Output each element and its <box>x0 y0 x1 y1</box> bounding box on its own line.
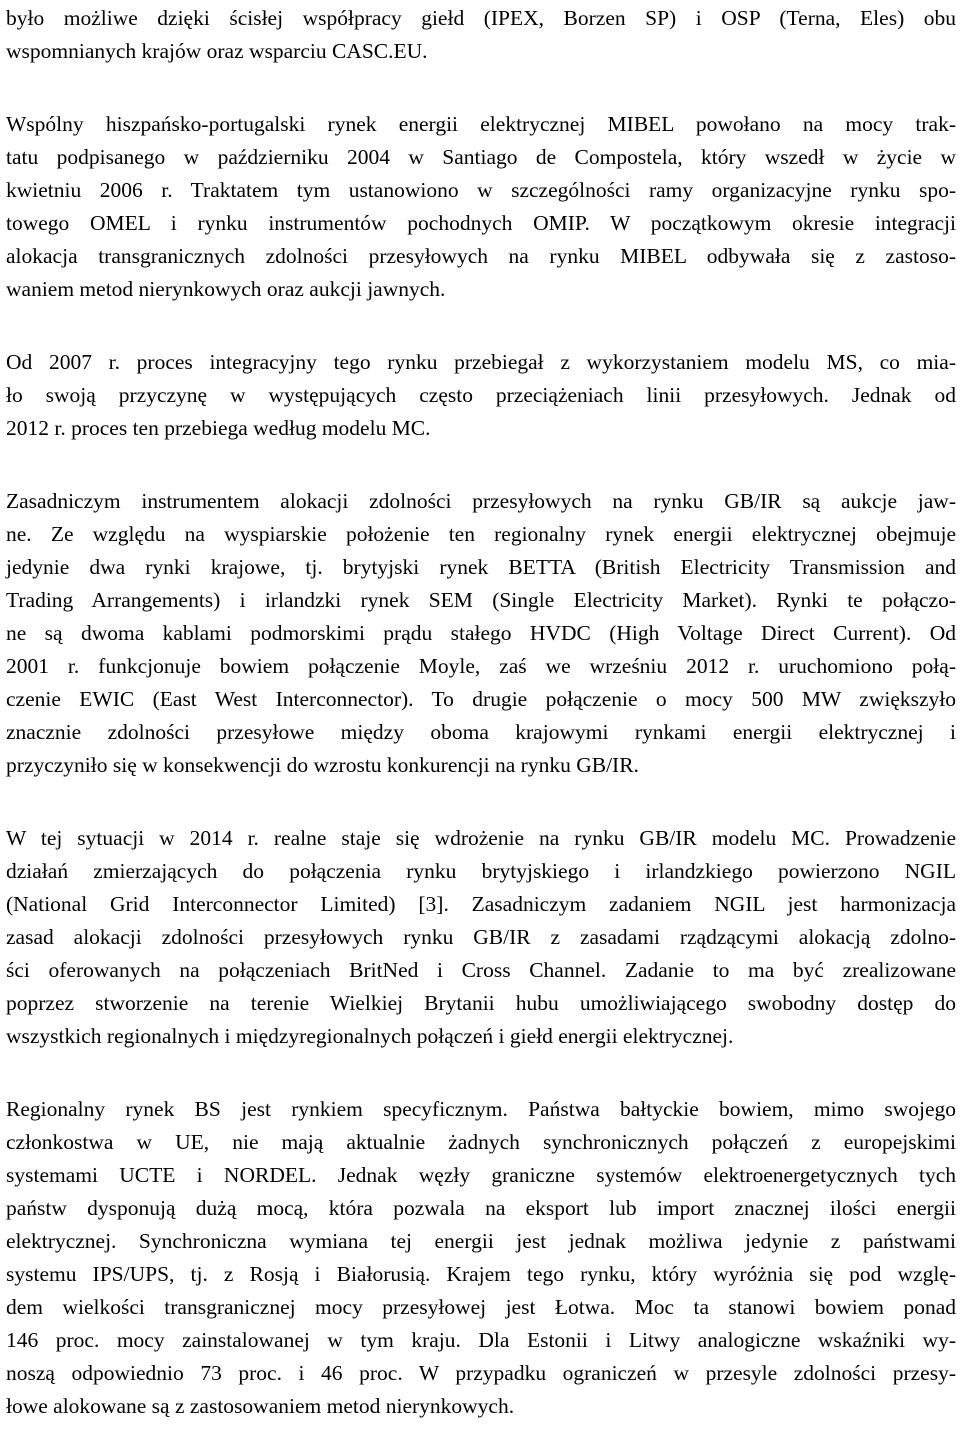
paragraph <box>6 822 956 1053</box>
text-line: zasad alokacji zdolności przesyłowych rynku GB/IR z zasadami rządzącymi alokacją zdolno- <box>6 925 956 949</box>
text-line: wszystkich regionalnych i międzyregionalnych połączeń i giełd energii elektrycznej. <box>6 1024 734 1048</box>
paragraph <box>6 108 956 306</box>
text-line: ne są dwoma kablami podmorskimi prądu stałego HVDC (High Voltage Direct Current). Od <box>6 621 956 645</box>
paragraph <box>6 485 956 782</box>
text-line: towego OMEL i rynku instrumentów pochodnych OMIP. W początkowym okresie integracji <box>6 211 956 235</box>
text-line: przyczyniło się w konsekwencji do wzrostu konkurencji na rynku GB/IR. <box>6 753 639 777</box>
text-line: ści oferowanych na połączeniach BritNed i Cross Channel. Zadanie to ma być zrealizowane <box>6 958 956 982</box>
text-line: 146 proc. mocy zainstalowanej w tym kraju. Dla Estonii i Litwy analogiczne wskaźniki wy- <box>6 1328 956 1352</box>
text-line: tatu podpisanego w październiku 2004 w Santiago de Compostela, który wszedł w życie w <box>6 145 956 169</box>
text-line: znacznie zdolności przesyłowe między oboma krajowymi rynkami energii elektrycznej i <box>6 720 956 744</box>
paragraph-gap <box>6 1053 956 1093</box>
text-line: W tej sytuacji w 2014 r. realne staje się wdrożenie na rynku GB/IR modelu MC. Prowadzenie <box>6 826 956 850</box>
text-line: Regionalny rynek BS jest rynkiem specyficznym. Państwa bałtyckie bowiem, mimo swojego <box>6 1097 956 1121</box>
text-line: systemami UCTE i NORDEL. Jednak węzły graniczne systemów elektroenergetycznych tych <box>6 1163 956 1187</box>
text-line: alokacja transgranicznych zdolności przesyłowych na rynku MIBEL odbywała się z zastoso- <box>6 244 956 268</box>
text-line: systemu IPS/UPS, tj. z Rosją i Białorusią. Krajem tego rynku, który wyróżnia się pod wzglę- <box>6 1262 956 1286</box>
text-line: czenie EWIC (East West Interconnector). To drugie połączenie o mocy 500 MW zwiększyło <box>6 687 956 711</box>
paragraph <box>6 346 956 445</box>
text-line: poprzez stworzenie na terenie Wielkiej Brytanii hubu umożliwiającego swobodny dostęp do <box>6 991 956 1015</box>
paragraph <box>6 2 956 68</box>
text-line: (National Grid Interconnector Limited) [3]. Zasadniczym zadaniem NGIL jest harmonizacja <box>6 892 956 916</box>
text-line: jedynie dwa rynki krajowe, tj. brytyjski rynek BETTA (British Electricity Transmission and <box>6 555 956 579</box>
text-line: działań zmierzających do połączenia rynku brytyjskiego i irlandzkiego powierzono NGIL <box>6 859 956 883</box>
text-line: Od 2007 r. proces integracyjny tego rynku przebiegał z wykorzystaniem modelu MS, co mia- <box>6 350 956 374</box>
paragraph <box>6 1093 956 1423</box>
text-line: 2012 r. proces ten przebiega według modelu MC. <box>6 416 431 440</box>
text-line: waniem metod nierynkowych oraz aukcji jawnych. <box>6 277 446 301</box>
text-line: wspomnianych krajów oraz wsparciu CASC.EU. <box>6 39 428 63</box>
text-line: państw dysponują dużą mocą, która pozwala na eksport lub import znacznej ilości energii <box>6 1196 956 1220</box>
paragraph-gap <box>6 68 956 108</box>
text-line: ło swoją przyczynę w występujących często przeciążeniach linii przesyłowych. Jednak od <box>6 383 956 407</box>
text-line: dem wielkości transgranicznej mocy przesyłowej jest Łotwa. Moc ta stanowi bowiem ponad <box>6 1295 956 1319</box>
paragraph-gap <box>6 782 956 822</box>
paragraph-gap <box>6 445 956 485</box>
document-page <box>6 2 956 1423</box>
text-line: Wspólny hiszpańsko-portugalski rynek energii elektrycznej MIBEL powołano na mocy trak- <box>6 112 956 136</box>
text-line: było możliwe dzięki ścisłej współpracy giełd (IPEX, Borzen SP) i OSP (Terna, Eles) obu <box>6 6 956 30</box>
text-line: elektrycznej. Synchroniczna wymiana tej energii jest jednak możliwa jedynie z państwami <box>6 1229 956 1253</box>
text-line: kwietniu 2006 r. Traktatem tym ustanowiono w szczególności ramy organizacyjne rynku spo- <box>6 178 956 202</box>
text-line: ne. Ze względu na wyspiarskie położenie ten regionalny rynek energii elektrycznej obejmuje <box>6 522 956 546</box>
text-line: Trading Arrangements) i irlandzki rynek SEM (Single Electricity Market). Rynki te połączo- <box>6 588 956 612</box>
paragraph-gap <box>6 306 956 346</box>
text-line: noszą odpowiednio 73 proc. i 46 proc. W przypadku ograniczeń w przesyle zdolności przesy- <box>6 1361 956 1385</box>
text-line: członkostwa w UE, nie mają aktualnie żadnych synchronicznych połączeń z europejskimi <box>6 1130 956 1154</box>
text-line: Zasadniczym instrumentem alokacji zdolności przesyłowych na rynku GB/IR są aukcje jaw- <box>6 489 956 513</box>
text-line: 2001 r. funkcjonuje bowiem połączenie Moyle, zaś we wrześniu 2012 r. uruchomiono połą- <box>6 654 956 678</box>
text-line: łowe alokowane są z zastosowaniem metod nierynkowych. <box>6 1394 515 1418</box>
